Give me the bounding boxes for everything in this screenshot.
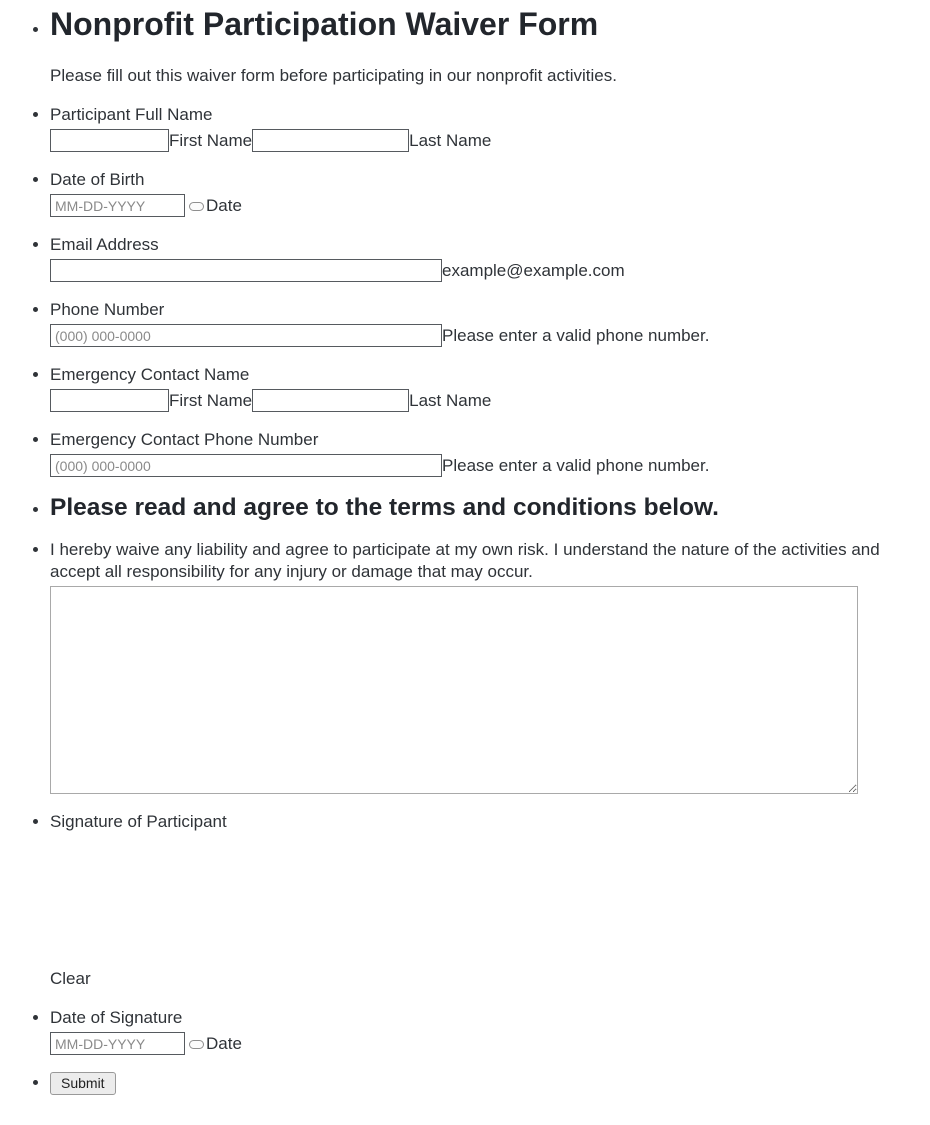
date-of-signature-input[interactable] bbox=[50, 1032, 185, 1055]
date-of-signature-datepicker-toggle-icon[interactable] bbox=[189, 1040, 204, 1049]
signature-pad[interactable] bbox=[50, 836, 922, 968]
participant-name-label: • Participant Full Name bbox=[50, 105, 213, 124]
dob-row bbox=[50, 194, 922, 217]
phone-label: • Phone Number bbox=[50, 300, 165, 319]
dob-sublabel: Date bbox=[206, 195, 242, 215]
participant-last-name-sublabel: Last Name bbox=[409, 130, 492, 150]
emergency-phone-input[interactable] bbox=[50, 454, 442, 477]
field-phone-number bbox=[50, 299, 922, 347]
field-date-of-signature bbox=[50, 1007, 922, 1055]
email-input[interactable] bbox=[50, 259, 442, 282]
phone-sublabel: Please enter a valid phone number. bbox=[442, 325, 710, 345]
emergency-phone-row bbox=[50, 454, 922, 477]
form-header bbox=[50, 6, 922, 87]
participant-name-row bbox=[50, 129, 922, 152]
email-label: • Email Address bbox=[50, 235, 159, 254]
terms-heading: • Please read and agree to the terms and conditions below. bbox=[50, 494, 719, 521]
waiver-textarea[interactable] bbox=[50, 586, 858, 794]
phone-input[interactable] bbox=[50, 324, 442, 347]
field-participant-full-name bbox=[50, 104, 922, 152]
emergency-name-row bbox=[50, 389, 922, 412]
emergency-first-name-input[interactable] bbox=[50, 389, 169, 412]
page-title: • Nonprofit Participation Waiver Form bbox=[50, 6, 599, 42]
date-of-signature-label: • Date of Signature bbox=[50, 1008, 183, 1027]
participant-first-name-input[interactable] bbox=[50, 129, 169, 152]
field-waiver-statement bbox=[50, 539, 922, 794]
submit-button[interactable]: Submit bbox=[50, 1072, 116, 1095]
field-emergency-contact-phone bbox=[50, 429, 922, 477]
signature-label: • Signature of Participant bbox=[50, 812, 227, 831]
emergency-last-name-sublabel: Last Name bbox=[409, 390, 492, 410]
emergency-name-label: • Emergency Contact Name bbox=[50, 365, 250, 384]
waiver-form bbox=[8, 6, 922, 1095]
field-date-of-birth bbox=[50, 169, 922, 217]
field-emergency-contact-name bbox=[50, 364, 922, 412]
dob-label: • Date of Birth bbox=[50, 170, 145, 189]
phone-row bbox=[50, 324, 922, 347]
date-of-signature-row bbox=[50, 1032, 922, 1055]
terms-heading-item bbox=[50, 494, 922, 522]
submit-item bbox=[50, 1072, 922, 1095]
email-row bbox=[50, 259, 922, 282]
emergency-phone-sublabel: Please enter a valid phone number. bbox=[442, 455, 710, 475]
waiver-statement-text: • I hereby waive any liability and agree to participate at my own risk. I understand the nature of the activities and accept all responsibility for any injury or damage that may occur. bbox=[50, 540, 880, 581]
emergency-last-name-input[interactable] bbox=[252, 389, 409, 412]
participant-last-name-input[interactable] bbox=[252, 129, 409, 152]
form-intro: Please fill out this waiver form before participating in our nonprofit activities. bbox=[50, 66, 617, 85]
date-of-signature-sublabel: Date bbox=[206, 1033, 242, 1053]
signature-clear-link[interactable]: Clear bbox=[50, 969, 91, 988]
email-sublabel: example@example.com bbox=[442, 260, 625, 280]
emergency-phone-label: • Emergency Contact Phone Number bbox=[50, 430, 319, 449]
dob-input[interactable] bbox=[50, 194, 185, 217]
emergency-first-name-sublabel: First Name bbox=[169, 390, 253, 410]
field-email-address bbox=[50, 234, 922, 282]
field-signature bbox=[50, 811, 922, 990]
dob-datepicker-toggle-icon[interactable] bbox=[189, 202, 204, 211]
participant-first-name-sublabel: First Name bbox=[169, 130, 253, 150]
